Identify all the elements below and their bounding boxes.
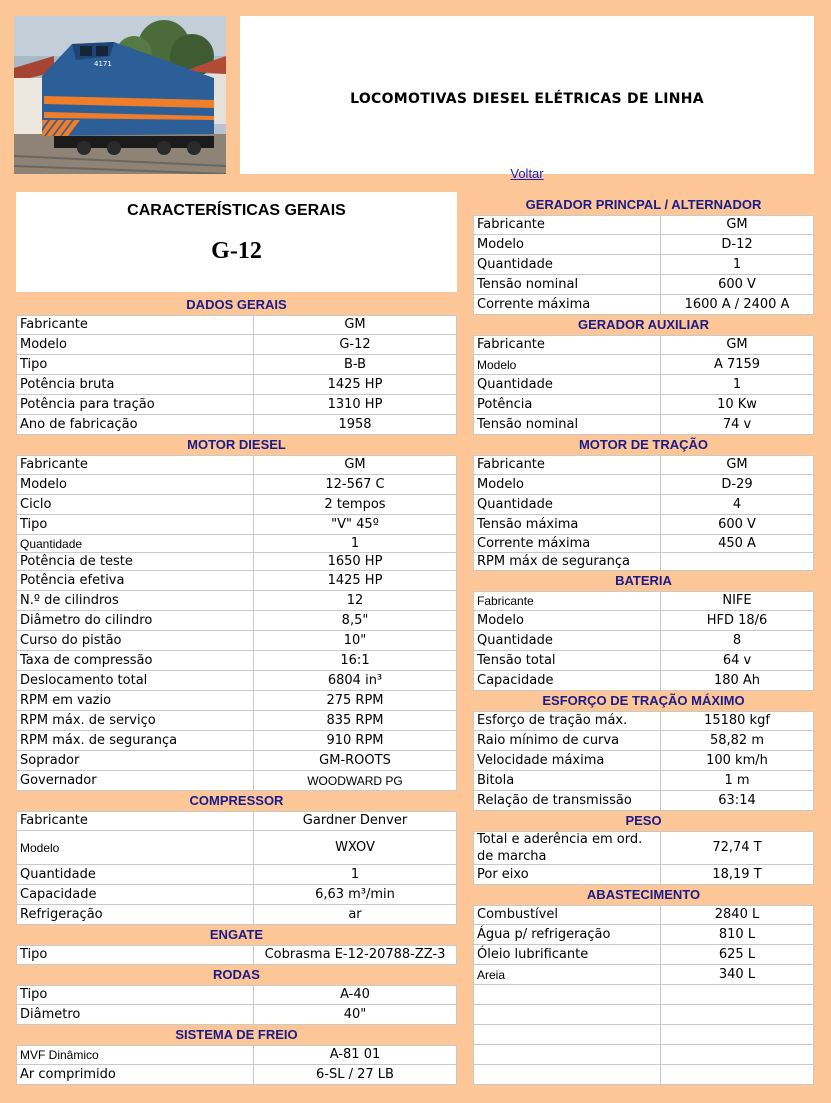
row-value: 810 L xyxy=(661,925,814,945)
table-row xyxy=(16,355,457,375)
row-label: Total e aderência em ord. de marcha xyxy=(473,831,661,865)
row-label: Fabricante xyxy=(473,455,661,475)
table-sistema-de-freio xyxy=(16,1045,457,1085)
row-value: 64 v xyxy=(661,651,814,671)
header-panel xyxy=(240,16,814,181)
row-label: Relação de transmissão xyxy=(473,791,661,811)
row-label xyxy=(473,1065,661,1085)
section-title-rodas: RODAS xyxy=(213,967,260,982)
row-value: 74 v xyxy=(661,415,814,435)
row-label: Fabricante xyxy=(16,811,254,831)
table-row xyxy=(16,1045,457,1065)
row-value: GM xyxy=(661,335,814,355)
row-label: Quantidade xyxy=(16,535,254,553)
row-label: Tipo xyxy=(16,355,254,375)
row-label: Fabricante xyxy=(16,315,254,335)
table-gerador-principal xyxy=(473,215,814,315)
table-row xyxy=(16,831,457,865)
row-value: 600 V xyxy=(661,275,814,295)
right-column xyxy=(473,195,814,1085)
row-value: 100 km/h xyxy=(661,751,814,771)
table-row xyxy=(473,415,814,435)
table-row xyxy=(16,691,457,711)
row-label: RPM em vazio xyxy=(16,691,254,711)
table-row xyxy=(473,651,814,671)
row-label: Óleio lubrificante xyxy=(473,945,661,965)
row-label: Soprador xyxy=(16,751,254,771)
table-row xyxy=(16,571,457,591)
table-row xyxy=(473,751,814,771)
table-row xyxy=(16,631,457,651)
table-row xyxy=(16,905,457,925)
table-row xyxy=(16,945,457,965)
row-label: Taxa de compressão xyxy=(16,651,254,671)
table-row xyxy=(16,771,457,791)
row-label: Raio mínimo de curva xyxy=(473,731,661,751)
table-row xyxy=(16,731,457,751)
row-label: Modelo xyxy=(473,355,661,375)
section-title-compressor: COMPRESSOR xyxy=(189,793,284,808)
table-row xyxy=(473,905,814,925)
row-value: GM xyxy=(661,215,814,235)
section-title-dados-gerais: DADOS GERAIS xyxy=(186,297,287,312)
locomotive-photo xyxy=(14,16,226,174)
row-value: 1 xyxy=(661,375,814,395)
row-value xyxy=(661,1025,814,1045)
row-value: 12 xyxy=(254,591,457,611)
table-row xyxy=(473,475,814,495)
section-title-esforco-de-tracao: ESFORÇO DE TRAÇÃO MÁXIMO xyxy=(542,693,745,708)
table-abastecimento xyxy=(473,905,814,1085)
row-label xyxy=(473,1045,661,1065)
table-row xyxy=(16,315,457,335)
row-label: Diâmetro xyxy=(16,1005,254,1025)
table-row xyxy=(473,455,814,475)
row-value: 600 V xyxy=(661,515,814,535)
row-label: Corrente máxima xyxy=(473,295,661,315)
table-row xyxy=(473,295,814,315)
section-title-sistema-de-freio: SISTEMA DE FREIO xyxy=(175,1027,298,1042)
table-row xyxy=(473,925,814,945)
row-value: 6-SL / 27 LB xyxy=(254,1065,457,1085)
row-label: Tipo xyxy=(16,515,254,535)
row-value xyxy=(661,553,814,571)
row-label: Quantidade xyxy=(473,631,661,651)
row-value: 1 xyxy=(254,865,457,885)
row-value: ar xyxy=(254,905,457,925)
row-value: 58,82 m xyxy=(661,731,814,751)
general-characteristics-box xyxy=(16,192,457,292)
section-title-peso: PESO xyxy=(625,813,662,828)
row-label: Areia xyxy=(473,965,661,985)
section-title-motor-de-tracao: MOTOR DE TRAÇÃO xyxy=(578,437,709,452)
row-label: Quantidade xyxy=(473,495,661,515)
section-title-gerador-auxiliar: GERADOR AUXILIAR xyxy=(578,317,709,332)
row-label: Potência para tração xyxy=(16,395,254,415)
row-label: Tensão nominal xyxy=(473,415,661,435)
row-label: Modelo xyxy=(473,475,661,495)
row-label: Capacidade xyxy=(473,671,661,691)
table-row-empty xyxy=(473,985,814,1005)
row-value: A-40 xyxy=(254,985,457,1005)
row-value: 16:1 xyxy=(254,651,457,671)
table-row xyxy=(16,1005,457,1025)
row-label: Modelo xyxy=(16,475,254,495)
row-value: 1600 A / 2400 A xyxy=(661,295,814,315)
table-rodas xyxy=(16,985,457,1025)
row-value: 450 A xyxy=(661,535,814,553)
row-value: 2840 L xyxy=(661,905,814,925)
table-row xyxy=(16,395,457,415)
section-title-engate: ENGATE xyxy=(209,927,264,942)
row-value: 8,5" xyxy=(254,611,457,631)
row-value: 72,74 T xyxy=(661,831,814,865)
table-esforco-de-tracao xyxy=(473,711,814,811)
row-label: Esforço de tração máx. xyxy=(473,711,661,731)
table-row xyxy=(473,711,814,731)
row-label: Tipo xyxy=(16,945,254,965)
table-row xyxy=(16,885,457,905)
row-value: A-81 01 xyxy=(254,1045,457,1065)
row-value: G-12 xyxy=(254,335,457,355)
row-value: 1 xyxy=(254,535,457,553)
row-value: 10 Kw xyxy=(661,395,814,415)
row-label: Ar comprimido xyxy=(16,1065,254,1085)
table-row xyxy=(473,335,814,355)
row-value xyxy=(661,1005,814,1025)
table-engate xyxy=(16,945,457,965)
table-row xyxy=(16,711,457,731)
row-value: 275 RPM xyxy=(254,691,457,711)
row-label: N.º de cilindros xyxy=(16,591,254,611)
row-label: RPM máx. de segurança xyxy=(16,731,254,751)
row-label: Ano de fabricação xyxy=(16,415,254,435)
row-label: Capacidade xyxy=(16,885,254,905)
table-row xyxy=(473,965,814,985)
table-row xyxy=(473,945,814,965)
row-value xyxy=(661,1045,814,1065)
row-label: Modelo xyxy=(473,611,661,631)
row-label: Corrente máxima xyxy=(473,535,661,553)
row-label: MVF Dinâmico xyxy=(16,1045,254,1065)
row-value: WXOV xyxy=(254,831,457,865)
table-row xyxy=(16,671,457,691)
table-row xyxy=(16,751,457,771)
row-label: Tipo xyxy=(16,985,254,1005)
table-row xyxy=(473,611,814,631)
back-link[interactable]: Voltar xyxy=(510,166,544,181)
row-label xyxy=(473,1005,661,1025)
row-value: D-29 xyxy=(661,475,814,495)
table-row xyxy=(473,355,814,375)
general-heading: CARACTERÍSTICAS GERAIS xyxy=(127,202,346,219)
row-label: Quantidade xyxy=(473,375,661,395)
table-row xyxy=(473,235,814,255)
row-label: Curso do pistão xyxy=(16,631,254,651)
row-value xyxy=(661,1065,814,1085)
table-row xyxy=(473,275,814,295)
row-value: A 7159 xyxy=(661,355,814,375)
row-value: 340 L xyxy=(661,965,814,985)
table-row xyxy=(16,415,457,435)
row-value: D-12 xyxy=(661,235,814,255)
table-row-empty xyxy=(473,1045,814,1065)
row-label: Modelo xyxy=(16,831,254,865)
row-label: Fabricante xyxy=(473,335,661,355)
table-row xyxy=(16,535,457,553)
table-row xyxy=(16,651,457,671)
row-value xyxy=(661,985,814,1005)
row-label: Tensão nominal xyxy=(473,275,661,295)
table-row-empty xyxy=(473,1005,814,1025)
table-row xyxy=(16,455,457,475)
table-row xyxy=(473,731,814,751)
row-value: 2 tempos xyxy=(254,495,457,515)
row-value: 8 xyxy=(661,631,814,651)
row-label: Modelo xyxy=(473,235,661,255)
row-value: GM-ROOTS xyxy=(254,751,457,771)
row-label: Água p/ refrigeração xyxy=(473,925,661,945)
row-value: 15180 kgf xyxy=(661,711,814,731)
table-row-empty xyxy=(473,1065,814,1085)
table-row xyxy=(473,553,814,571)
row-value: 6804 in³ xyxy=(254,671,457,691)
row-value: 4 xyxy=(661,495,814,515)
row-label: Fabricante xyxy=(16,455,254,475)
table-row xyxy=(473,671,814,691)
table-row xyxy=(16,985,457,1005)
table-bateria xyxy=(473,591,814,691)
row-value: "V" 45º xyxy=(254,515,457,535)
table-row xyxy=(473,215,814,235)
row-label: RPM máx de segurança xyxy=(473,553,661,571)
table-row xyxy=(16,335,457,355)
row-value: 6,63 m³/min xyxy=(254,885,457,905)
row-label: Bitola xyxy=(473,771,661,791)
table-row xyxy=(16,865,457,885)
row-label: Potência de teste xyxy=(16,553,254,571)
row-value: Gardner Denver xyxy=(254,811,457,831)
table-row xyxy=(473,255,814,275)
row-value: GM xyxy=(661,455,814,475)
row-label: Modelo xyxy=(16,335,254,355)
row-label: Quantidade xyxy=(473,255,661,275)
table-row xyxy=(16,553,457,571)
row-label: Combustível xyxy=(473,905,661,925)
row-value: 40" xyxy=(254,1005,457,1025)
table-row-empty xyxy=(473,1025,814,1045)
row-value: 835 RPM xyxy=(254,711,457,731)
row-label: Ciclo xyxy=(16,495,254,515)
page-title: LOCOMOTIVAS DIESEL ELÉTRICAS DE LINHA xyxy=(350,91,704,107)
table-peso xyxy=(473,831,814,885)
row-value: 63:14 xyxy=(661,791,814,811)
table-row xyxy=(473,395,814,415)
table-row xyxy=(473,515,814,535)
photo-number: 4171 xyxy=(94,60,112,68)
section-title-abastecimento: ABASTECIMENTO xyxy=(586,887,701,902)
row-label: Tensão máxima xyxy=(473,515,661,535)
row-label: Por eixo xyxy=(473,865,661,885)
table-row xyxy=(16,475,457,495)
row-value: 12-567 C xyxy=(254,475,457,495)
table-motor-de-tracao xyxy=(473,455,814,571)
row-value: GM xyxy=(254,315,457,335)
section-title-bateria: BATERIA xyxy=(615,573,672,588)
row-value: 18,19 T xyxy=(661,865,814,885)
row-value: Cobrasma E-12-20788-ZZ-3 xyxy=(254,945,457,965)
row-label: Potência bruta xyxy=(16,375,254,395)
row-value: 1 xyxy=(661,255,814,275)
row-label: Velocidade máxima xyxy=(473,751,661,771)
table-row xyxy=(16,495,457,515)
table-row xyxy=(473,535,814,553)
table-row xyxy=(473,591,814,611)
table-row xyxy=(473,865,814,885)
table-compressor xyxy=(16,811,457,925)
table-row xyxy=(16,811,457,831)
row-value: 10" xyxy=(254,631,457,651)
row-label: Fabricante xyxy=(473,591,661,611)
row-label: Potência efetiva xyxy=(16,571,254,591)
left-column xyxy=(16,295,457,1085)
row-value: WOODWARD PG xyxy=(254,771,457,791)
row-value: 1 m xyxy=(661,771,814,791)
table-row xyxy=(16,375,457,395)
row-value: 1958 xyxy=(254,415,457,435)
table-row xyxy=(473,771,814,791)
section-title-gerador-principal: GERADOR PRINCPAL / ALTERNADOR xyxy=(525,197,762,212)
row-value: 1425 HP xyxy=(254,375,457,395)
row-label: Governador xyxy=(16,771,254,791)
row-value: 625 L xyxy=(661,945,814,965)
row-label: Fabricante xyxy=(473,215,661,235)
table-row xyxy=(473,791,814,811)
table-row xyxy=(473,831,814,865)
table-row xyxy=(473,631,814,651)
table-row xyxy=(473,375,814,395)
row-value: 180 Ah xyxy=(661,671,814,691)
row-label: Quantidade xyxy=(16,865,254,885)
table-row xyxy=(16,515,457,535)
row-value: NIFE xyxy=(661,591,814,611)
row-value: 910 RPM xyxy=(254,731,457,751)
row-label: Tensão total xyxy=(473,651,661,671)
row-label xyxy=(473,1025,661,1045)
model-title: G-12 xyxy=(211,238,262,264)
table-row xyxy=(473,495,814,515)
row-label: Diâmetro do cilindro xyxy=(16,611,254,631)
section-title-motor-diesel: MOTOR DIESEL xyxy=(187,437,286,452)
table-row xyxy=(16,1065,457,1085)
row-label xyxy=(473,985,661,1005)
row-label: Deslocamento total xyxy=(16,671,254,691)
table-row xyxy=(16,591,457,611)
table-row xyxy=(16,611,457,631)
table-gerador-auxiliar xyxy=(473,335,814,435)
row-value: HFD 18/6 xyxy=(661,611,814,631)
row-value: 1310 HP xyxy=(254,395,457,415)
row-label: Refrigeração xyxy=(16,905,254,925)
row-label: RPM máx. de serviço xyxy=(16,711,254,731)
row-value: B-B xyxy=(254,355,457,375)
row-value: 1425 HP xyxy=(254,571,457,591)
row-label: Potência xyxy=(473,395,661,415)
table-dados-gerais xyxy=(16,315,457,435)
row-value: 1650 HP xyxy=(254,553,457,571)
row-value: GM xyxy=(254,455,457,475)
table-motor-diesel xyxy=(16,455,457,791)
